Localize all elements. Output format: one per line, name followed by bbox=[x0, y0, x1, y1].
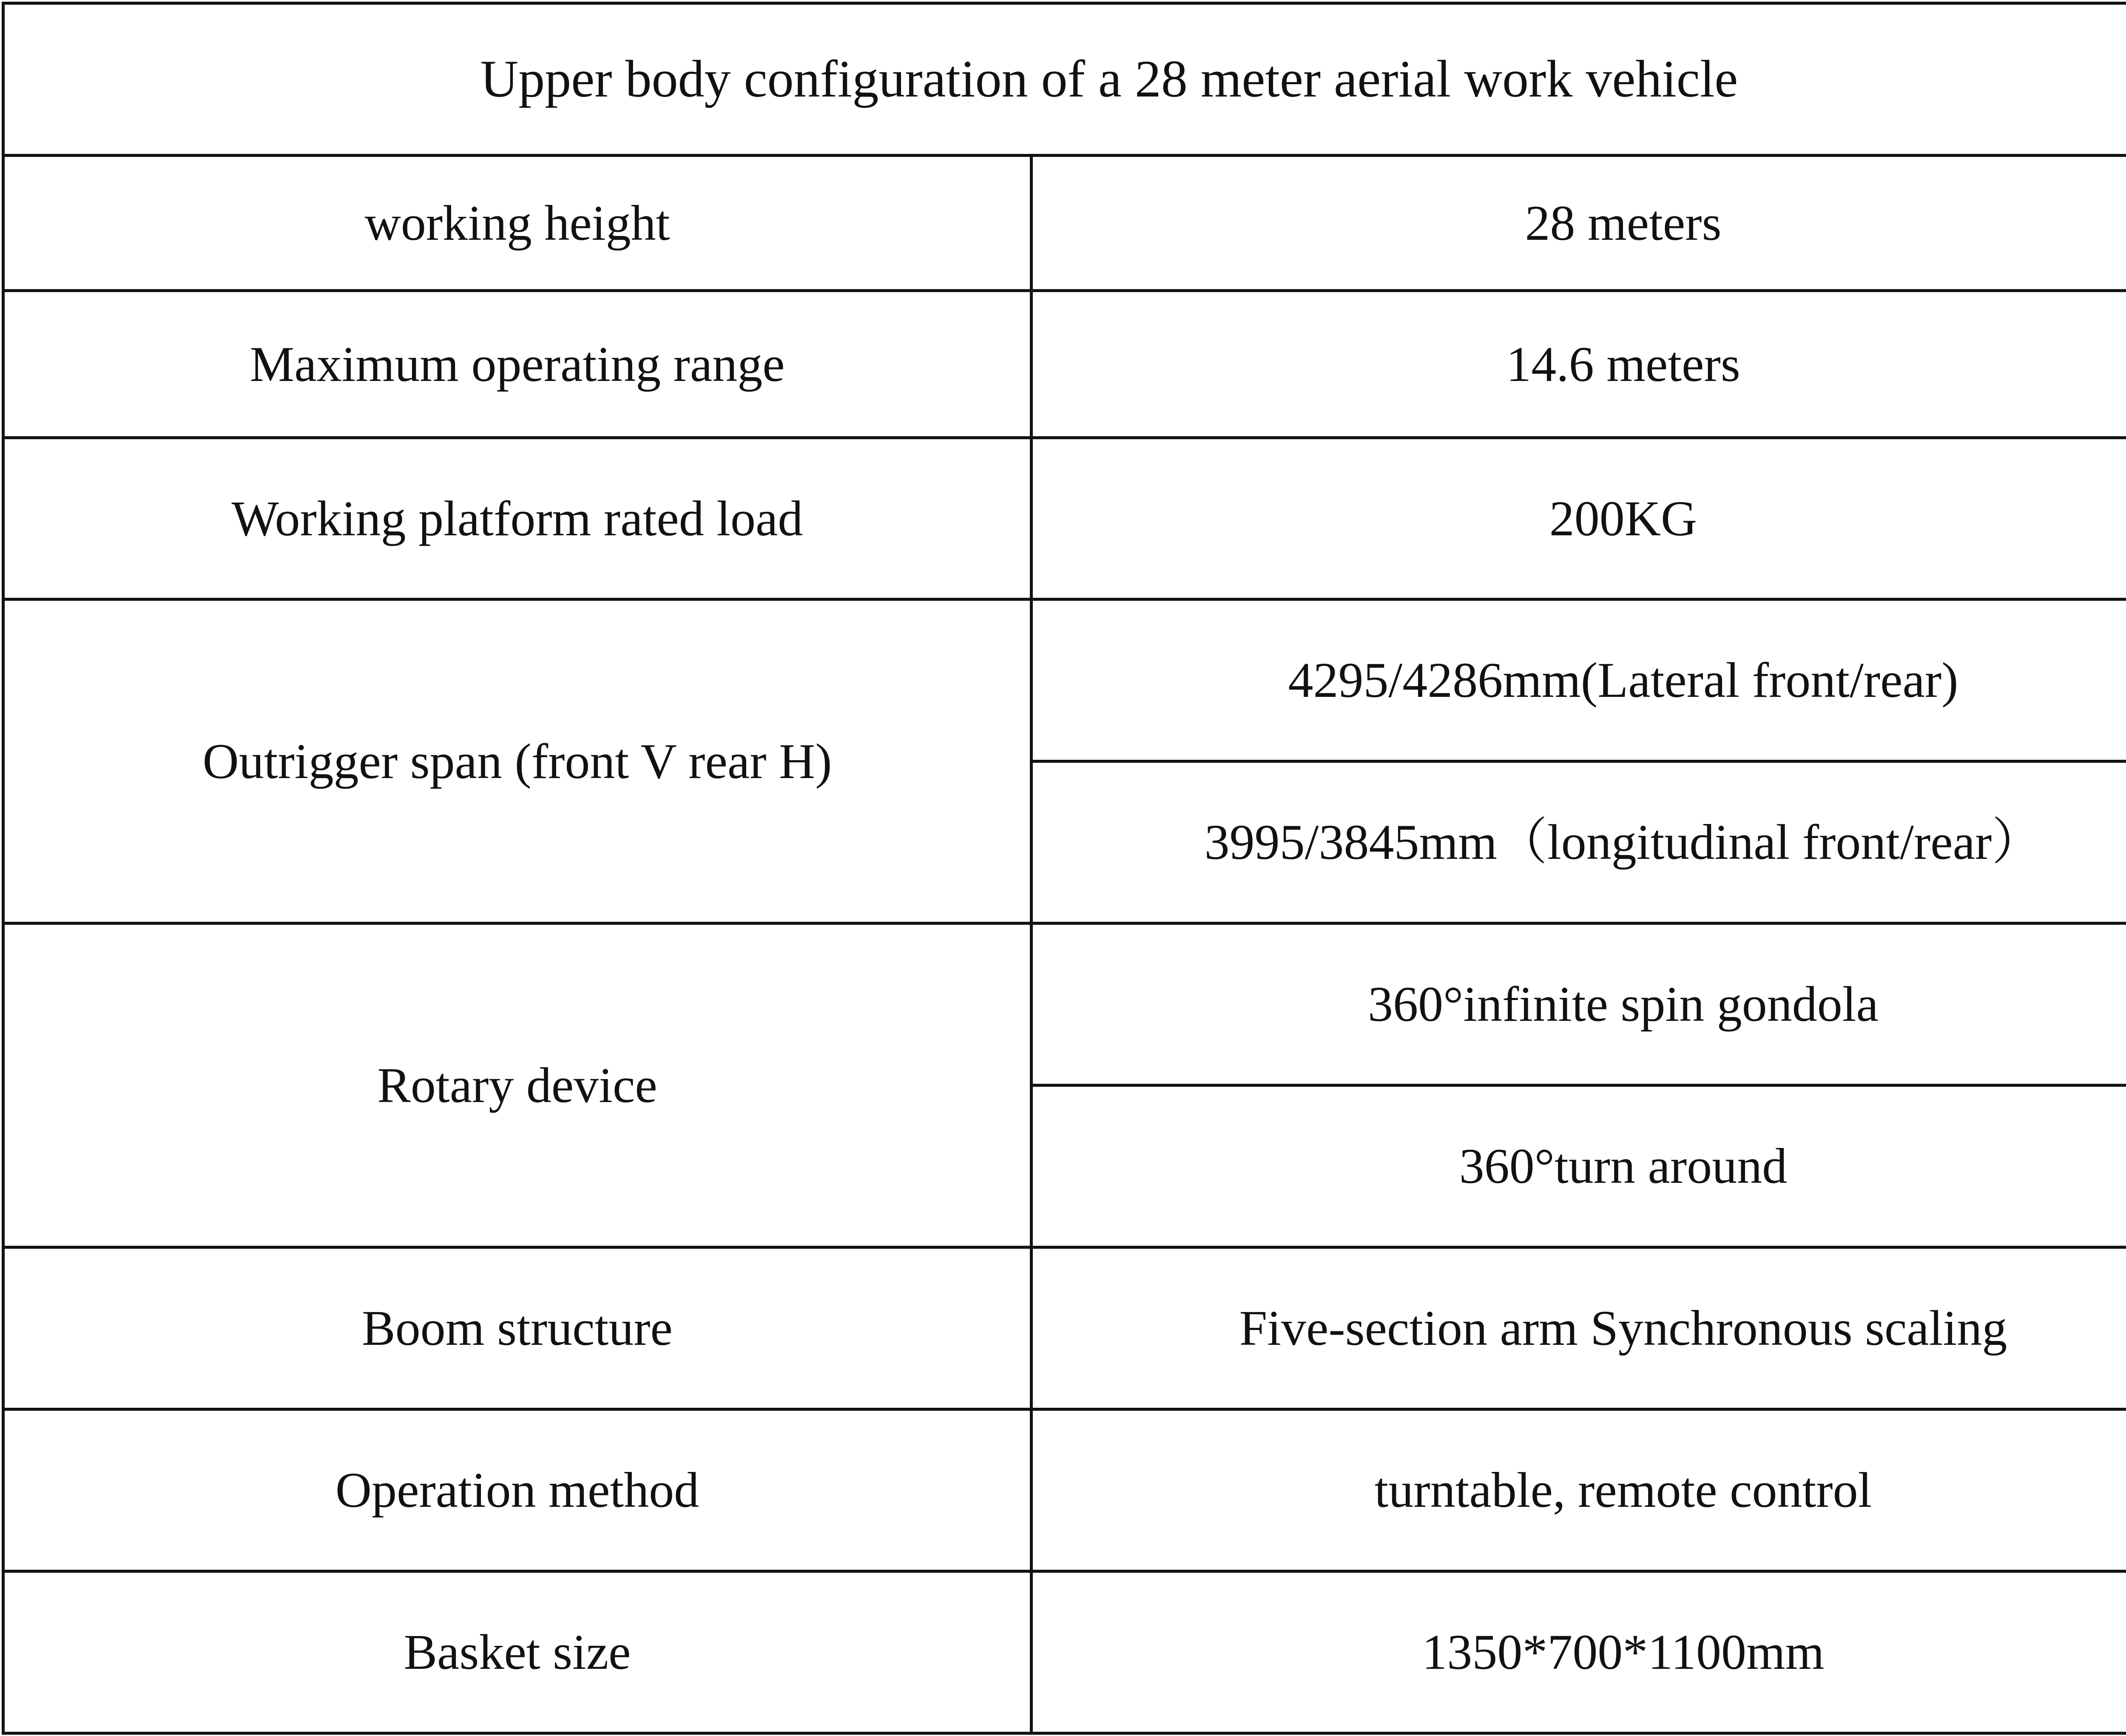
row-value: 28 meters bbox=[1032, 156, 2126, 291]
row-value: 14.6 meters bbox=[1032, 291, 2126, 438]
table-row bbox=[3, 1247, 2126, 1409]
row-value: 360°turn around bbox=[1032, 1085, 2126, 1247]
row-label: Working platform rated load bbox=[3, 438, 1032, 600]
row-label: Basket size bbox=[3, 1571, 1032, 1733]
table-row bbox=[3, 600, 2126, 761]
row-value: 360°infinite spin gondola bbox=[1032, 923, 2126, 1085]
row-value: 3995/3845mm（longitudinal front/rear） bbox=[1032, 761, 2126, 923]
row-label: Rotary device bbox=[3, 923, 1032, 1247]
row-value: 200KG bbox=[1032, 438, 2126, 600]
row-value: 1350*700*1100mm bbox=[1032, 1571, 2126, 1733]
row-label: Operation method bbox=[3, 1409, 1032, 1571]
spec-table bbox=[2, 2, 2126, 1735]
row-value: Five-section arm Synchronous scaling bbox=[1032, 1247, 2126, 1409]
table-row bbox=[3, 291, 2126, 438]
row-label: Outrigger span (front V rear H) bbox=[3, 600, 1032, 923]
table-row bbox=[3, 1571, 2126, 1733]
table-row bbox=[3, 923, 2126, 1085]
row-label: working height bbox=[3, 156, 1032, 291]
table-row bbox=[3, 1409, 2126, 1571]
row-value: turntable, remote control bbox=[1032, 1409, 2126, 1571]
table-row bbox=[3, 156, 2126, 291]
row-value: 4295/4286mm(Lateral front/rear) bbox=[1032, 600, 2126, 761]
table-title: Upper body configuration of a 28 meter aerial work vehicle bbox=[3, 3, 2126, 156]
table-row bbox=[3, 438, 2126, 600]
table-title-row bbox=[3, 3, 2126, 156]
row-label: Maximum operating range bbox=[3, 291, 1032, 438]
row-label: Boom structure bbox=[3, 1247, 1032, 1409]
